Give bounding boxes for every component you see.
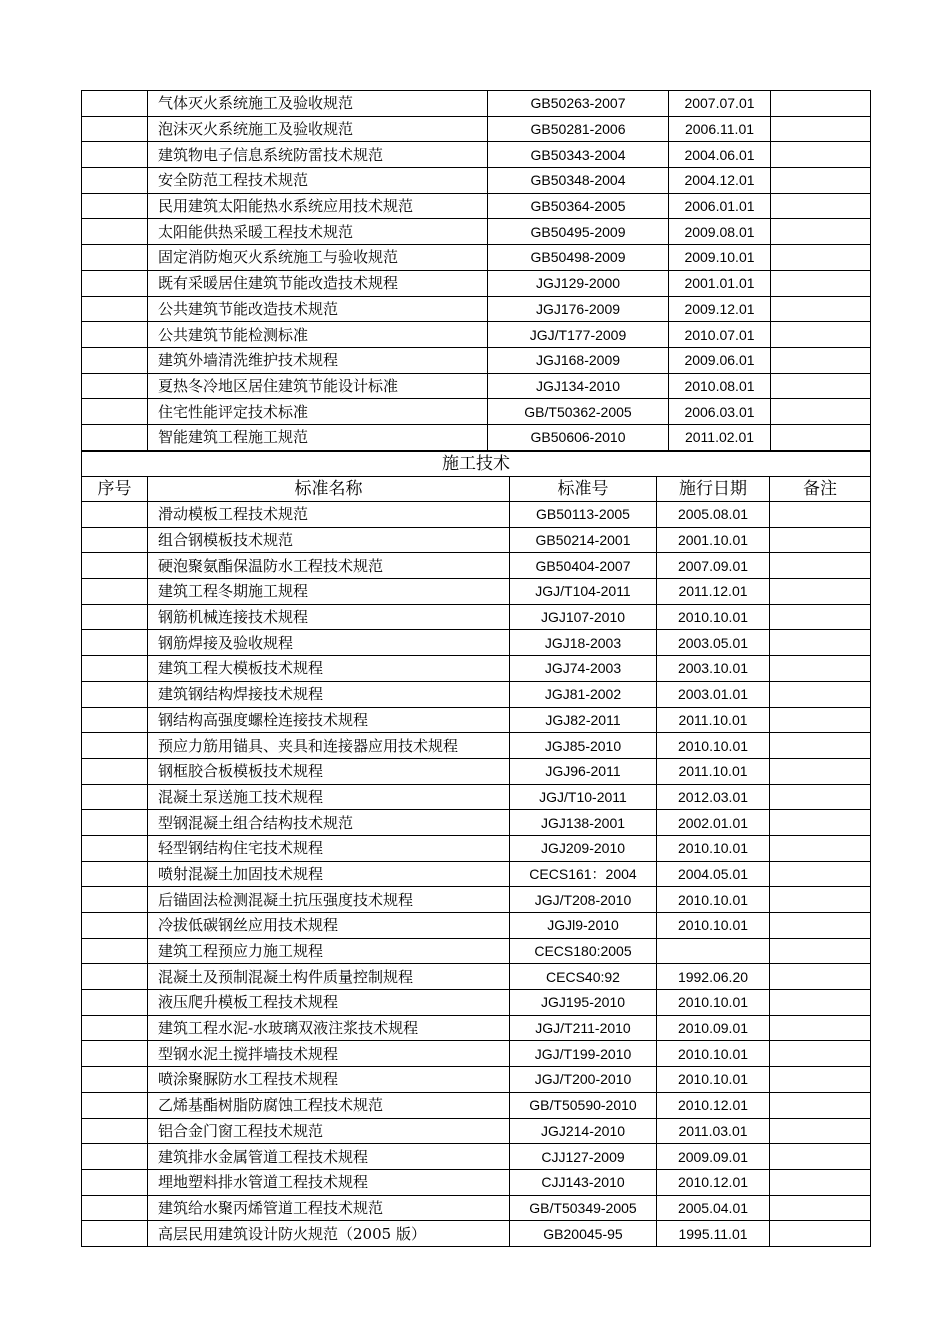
standard-code-cell: JGJ214-2010: [510, 1118, 657, 1144]
header-note: 备注: [770, 477, 871, 502]
standard-name-cell: 安全防范工程技术规范: [148, 168, 488, 194]
standard-name-cell: 钢筋焊接及验收规程: [148, 630, 510, 656]
remarks-cell: [770, 656, 871, 682]
standard-code-cell: GB50495-2009: [488, 219, 669, 245]
standard-code-cell: JGJ/T208-2010: [510, 887, 657, 913]
row-number-cell: [82, 193, 148, 219]
standard-name-cell: 喷射混凝土加固技术规程: [148, 861, 510, 887]
standard-name-cell: 组合钢模板技术规范: [148, 527, 510, 553]
table-row: [82, 579, 871, 605]
table-row: [82, 373, 871, 399]
remarks-cell: [771, 245, 871, 271]
standard-code-cell: JGJ134-2010: [488, 373, 669, 399]
effective-date-cell: 2010.10.01: [657, 733, 770, 759]
effective-date-cell: [657, 938, 770, 964]
standard-code-cell: JGJ209-2010: [510, 835, 657, 861]
standard-code-cell: GB50281-2006: [488, 116, 669, 142]
standard-name-cell: 建筑工程冬期施工规程: [148, 579, 510, 605]
row-number-cell: [82, 168, 148, 194]
row-number-cell: [82, 707, 148, 733]
row-number-cell: [82, 656, 148, 682]
remarks-cell: [771, 270, 871, 296]
remarks-cell: [771, 373, 871, 399]
effective-date-cell: 2010.10.01: [657, 604, 770, 630]
remarks-cell: [770, 1221, 871, 1247]
effective-date-cell: 1992.06.20: [657, 964, 770, 990]
standard-name-cell: 气体灭火系统施工及验收规范: [148, 91, 488, 117]
effective-date-cell: 2010.10.01: [657, 835, 770, 861]
table-row: [82, 938, 871, 964]
standard-code-cell: JGJ/T200-2010: [510, 1067, 657, 1093]
table-row: [82, 861, 871, 887]
effective-date-cell: 2007.09.01: [657, 553, 770, 579]
table-row: [82, 810, 871, 836]
effective-date-cell: 2009.06.01: [669, 347, 771, 373]
standard-code-cell: GB/T50590-2010: [510, 1092, 657, 1118]
table-row: [82, 1144, 871, 1170]
standard-code-cell: GB50263-2007: [488, 91, 669, 117]
remarks-cell: [770, 604, 871, 630]
standard-name-cell: 固定消防炮灭火系统施工与验收规范: [148, 245, 488, 271]
remarks-cell: [770, 1092, 871, 1118]
standard-code-cell: GB50214-2001: [510, 527, 657, 553]
standard-name-cell: 建筑物电子信息系统防雷技术规范: [148, 142, 488, 168]
effective-date-cell: 2010.12.01: [657, 1092, 770, 1118]
standard-name-cell: 液压爬升模板工程技术规程: [148, 990, 510, 1016]
effective-date-cell: 2011.02.01: [669, 424, 771, 450]
table-row: [82, 990, 871, 1016]
standard-code-cell: JGJ129-2000: [488, 270, 669, 296]
effective-date-cell: 2004.05.01: [657, 861, 770, 887]
row-number-cell: [82, 142, 148, 168]
remarks-cell: [771, 322, 871, 348]
row-number-cell: [82, 835, 148, 861]
effective-date-cell: 2010.10.01: [657, 1067, 770, 1093]
row-number-cell: [82, 938, 148, 964]
table-row: [82, 1221, 871, 1247]
standard-name-cell: 建筑工程水泥-水玻璃双液注浆技术规程: [148, 1015, 510, 1041]
row-number-cell: [82, 810, 148, 836]
remarks-cell: [770, 861, 871, 887]
standard-name-cell: 乙烯基酯树脂防腐蚀工程技术规范: [148, 1092, 510, 1118]
standard-code-cell: JGJ82-2011: [510, 707, 657, 733]
effective-date-cell: 2003.10.01: [657, 656, 770, 682]
standard-code-cell: GB/T50362-2005: [488, 399, 669, 425]
row-number-cell: [82, 270, 148, 296]
row-number-cell: [82, 630, 148, 656]
effective-date-cell: 2011.12.01: [657, 579, 770, 605]
effective-date-cell: 2009.08.01: [669, 219, 771, 245]
remarks-cell: [770, 887, 871, 913]
standard-code-cell: JGJ176-2009: [488, 296, 669, 322]
table-row: [82, 142, 871, 168]
remarks-cell: [771, 219, 871, 245]
remarks-cell: [770, 733, 871, 759]
table-row: [82, 116, 871, 142]
row-number-cell: [82, 1144, 148, 1170]
standard-code-cell: JGJ18-2003: [510, 630, 657, 656]
remarks-cell: [771, 296, 871, 322]
effective-date-cell: 2010.12.01: [657, 1169, 770, 1195]
remarks-cell: [771, 347, 871, 373]
row-number-cell: [82, 964, 148, 990]
standard-name-cell: 高层民用建筑设计防火规范（2005 版）: [148, 1221, 510, 1247]
table-row: [82, 296, 871, 322]
effective-date-cell: 2010.07.01: [669, 322, 771, 348]
table-row: [82, 168, 871, 194]
row-number-cell: [82, 1195, 148, 1221]
remarks-cell: [771, 193, 871, 219]
remarks-cell: [770, 630, 871, 656]
table-row: [82, 399, 871, 425]
remarks-cell: [770, 502, 871, 528]
remarks-cell: [770, 681, 871, 707]
table-row: [82, 1195, 871, 1221]
remarks-cell: [771, 142, 871, 168]
table-row: [82, 656, 871, 682]
standard-code-cell: GB50348-2004: [488, 168, 669, 194]
construction-tech-table: [81, 451, 871, 1247]
standards-table-top: [81, 90, 871, 451]
row-number-cell: [82, 1118, 148, 1144]
table-row: [82, 630, 871, 656]
standard-name-cell: 建筑外墙清洗维护技术规程: [148, 347, 488, 373]
row-number-cell: [82, 758, 148, 784]
remarks-cell: [771, 399, 871, 425]
effective-date-cell: 2004.12.01: [669, 168, 771, 194]
remarks-cell: [770, 990, 871, 1016]
remarks-cell: [770, 579, 871, 605]
row-number-cell: [82, 116, 148, 142]
effective-date-cell: 2003.01.01: [657, 681, 770, 707]
effective-date-cell: 2007.07.01: [669, 91, 771, 117]
table-row: [82, 193, 871, 219]
header-date: 施行日期: [657, 477, 770, 502]
standard-code-cell: JGJ/T211-2010: [510, 1015, 657, 1041]
standard-name-cell: 公共建筑节能改造技术规范: [148, 296, 488, 322]
row-number-cell: [82, 245, 148, 271]
effective-date-cell: 2005.04.01: [657, 1195, 770, 1221]
row-number-cell: [82, 553, 148, 579]
row-number-cell: [82, 296, 148, 322]
standard-name-cell: 建筑工程大模板技术规程: [148, 656, 510, 682]
table-row: [82, 1118, 871, 1144]
standard-name-cell: 喷涂聚脲防水工程技术规程: [148, 1067, 510, 1093]
table-row: [82, 270, 871, 296]
row-number-cell: [82, 424, 148, 450]
table-row: [82, 784, 871, 810]
standard-name-cell: 埋地塑料排水管道工程技术规程: [148, 1169, 510, 1195]
effective-date-cell: 2006.01.01: [669, 193, 771, 219]
header-code: 标准号: [510, 477, 657, 502]
table-row: [82, 91, 871, 117]
standard-name-cell: 民用建筑太阳能热水系统应用技术规范: [148, 193, 488, 219]
row-number-cell: [82, 604, 148, 630]
standard-name-cell: 泡沫灭火系统施工及验收规范: [148, 116, 488, 142]
remarks-cell: [770, 1118, 871, 1144]
standard-code-cell: GB50364-2005: [488, 193, 669, 219]
standard-name-cell: 后锚固法检测混凝土抗压强度技术规程: [148, 887, 510, 913]
table-row: [82, 245, 871, 271]
standard-name-cell: 建筑排水金属管道工程技术规程: [148, 1144, 510, 1170]
standard-name-cell: 太阳能供热采暖工程技术规范: [148, 219, 488, 245]
remarks-cell: [770, 553, 871, 579]
section-title: 施工技术: [82, 452, 871, 477]
row-number-cell: [82, 1221, 148, 1247]
effective-date-cell: 2010.10.01: [657, 887, 770, 913]
standard-name-cell: 智能建筑工程施工规范: [148, 424, 488, 450]
standard-code-cell: CJJ127-2009: [510, 1144, 657, 1170]
standard-code-cell: JGJ96-2011: [510, 758, 657, 784]
standard-code-cell: JGJ168-2009: [488, 347, 669, 373]
standard-name-cell: 建筑给水聚丙烯管道工程技术规范: [148, 1195, 510, 1221]
row-number-cell: [82, 681, 148, 707]
remarks-cell: [770, 527, 871, 553]
table-row: [82, 1169, 871, 1195]
effective-date-cell: 2011.03.01: [657, 1118, 770, 1144]
standard-code-cell: GB/T50349-2005: [510, 1195, 657, 1221]
standard-name-cell: 既有采暖居住建筑节能改造技术规程: [148, 270, 488, 296]
remarks-cell: [770, 758, 871, 784]
row-number-cell: [82, 1041, 148, 1067]
standard-code-cell: CECS161：2004: [510, 861, 657, 887]
row-number-cell: [82, 861, 148, 887]
standard-name-cell: 建筑工程预应力施工规程: [148, 938, 510, 964]
effective-date-cell: 2004.06.01: [669, 142, 771, 168]
remarks-cell: [771, 168, 871, 194]
row-number-cell: [82, 784, 148, 810]
standard-code-cell: CECS40:92: [510, 964, 657, 990]
standard-code-cell: JGJ/T177-2009: [488, 322, 669, 348]
effective-date-cell: 2011.10.01: [657, 758, 770, 784]
standard-name-cell: 型钢水泥土搅拌墙技术规程: [148, 1041, 510, 1067]
row-number-cell: [82, 502, 148, 528]
standard-name-cell: 夏热冬冷地区居住建筑节能设计标准: [148, 373, 488, 399]
standard-name-cell: 钢结构高强度螺栓连接技术规程: [148, 707, 510, 733]
standard-name-cell: 铝合金门窗工程技术规范: [148, 1118, 510, 1144]
standard-code-cell: GB50606-2010: [488, 424, 669, 450]
standard-code-cell: JGJ74-2003: [510, 656, 657, 682]
standard-name-cell: 轻型钢结构住宅技术规程: [148, 835, 510, 861]
standard-name-cell: 混凝土泵送施工技术规程: [148, 784, 510, 810]
effective-date-cell: 2003.05.01: [657, 630, 770, 656]
row-number-cell: [82, 733, 148, 759]
remarks-cell: [770, 1015, 871, 1041]
standard-code-cell: GB50404-2007: [510, 553, 657, 579]
standard-name-cell: 住宅性能评定技术标准: [148, 399, 488, 425]
effective-date-cell: 2006.03.01: [669, 399, 771, 425]
standard-code-cell: GB50343-2004: [488, 142, 669, 168]
row-number-cell: [82, 1169, 148, 1195]
table-row: [82, 424, 871, 450]
effective-date-cell: 2012.03.01: [657, 784, 770, 810]
remarks-cell: [771, 91, 871, 117]
table-row: [82, 913, 871, 939]
table-row: [82, 707, 871, 733]
standard-name-cell: 滑动模板工程技术规范: [148, 502, 510, 528]
effective-date-cell: 2002.01.01: [657, 810, 770, 836]
standard-code-cell: CECS180:2005: [510, 938, 657, 964]
remarks-cell: [771, 116, 871, 142]
standard-name-cell: 公共建筑节能检测标准: [148, 322, 488, 348]
table-row: [82, 1092, 871, 1118]
standard-code-cell: CJJ143-2010: [510, 1169, 657, 1195]
remarks-cell: [770, 810, 871, 836]
remarks-cell: [770, 1195, 871, 1221]
effective-date-cell: 2009.12.01: [669, 296, 771, 322]
standard-name-cell: 混凝土及预制混凝土构件质量控制规程: [148, 964, 510, 990]
remarks-cell: [771, 424, 871, 450]
table-row: [82, 1041, 871, 1067]
row-number-cell: [82, 322, 148, 348]
table-row: [82, 835, 871, 861]
standard-code-cell: JGJ85-2010: [510, 733, 657, 759]
table-row: [82, 733, 871, 759]
row-number-cell: [82, 1015, 148, 1041]
effective-date-cell: 2009.09.01: [657, 1144, 770, 1170]
row-number-cell: [82, 913, 148, 939]
table-row: [82, 1067, 871, 1093]
effective-date-cell: 2010.09.01: [657, 1015, 770, 1041]
row-number-cell: [82, 887, 148, 913]
effective-date-cell: 2011.10.01: [657, 707, 770, 733]
section-title-row: [82, 452, 871, 477]
effective-date-cell: 2010.10.01: [657, 990, 770, 1016]
table-row: [82, 527, 871, 553]
effective-date-cell: 2010.08.01: [669, 373, 771, 399]
row-number-cell: [82, 1092, 148, 1118]
effective-date-cell: 2005.08.01: [657, 502, 770, 528]
row-number-cell: [82, 219, 148, 245]
header-row: [82, 477, 871, 502]
standard-code-cell: JGJ/T199-2010: [510, 1041, 657, 1067]
effective-date-cell: 2009.10.01: [669, 245, 771, 271]
standard-code-cell: JGJ107-2010: [510, 604, 657, 630]
construction-tech-rows: [82, 502, 871, 1247]
remarks-cell: [770, 707, 871, 733]
table-row: [82, 964, 871, 990]
standard-name-cell: 预应力筋用锚具、夹具和连接器应用技术规程: [148, 733, 510, 759]
standard-code-cell: GB20045-95: [510, 1221, 657, 1247]
table-row: [82, 219, 871, 245]
construction-tech-table-body: [82, 452, 871, 502]
row-number-cell: [82, 399, 148, 425]
remarks-cell: [770, 835, 871, 861]
remarks-cell: [770, 784, 871, 810]
table-row: [82, 553, 871, 579]
table-row: [82, 887, 871, 913]
header-name: 标准名称: [148, 477, 510, 502]
table-row: [82, 502, 871, 528]
standard-code-cell: JGJ/T104-2011: [510, 579, 657, 605]
row-number-cell: [82, 373, 148, 399]
header-no: 序号: [82, 477, 148, 502]
table-row: [82, 1015, 871, 1041]
standard-code-cell: JGJ/T10-2011: [510, 784, 657, 810]
remarks-cell: [770, 1041, 871, 1067]
table-row: [82, 322, 871, 348]
row-number-cell: [82, 91, 148, 117]
effective-date-cell: 2010.10.01: [657, 1041, 770, 1067]
standard-code-cell: JGJ138-2001: [510, 810, 657, 836]
table-row: [82, 347, 871, 373]
remarks-cell: [770, 1169, 871, 1195]
effective-date-cell: 1995.11.01: [657, 1221, 770, 1247]
standard-code-cell: GB50113-2005: [510, 502, 657, 528]
row-number-cell: [82, 990, 148, 1016]
effective-date-cell: 2001.01.01: [669, 270, 771, 296]
standard-name-cell: 钢筋机械连接技术规程: [148, 604, 510, 630]
standard-code-cell: JGJl9-2010: [510, 913, 657, 939]
standard-name-cell: 冷拔低碳钢丝应用技术规程: [148, 913, 510, 939]
effective-date-cell: 2010.10.01: [657, 913, 770, 939]
remarks-cell: [770, 1144, 871, 1170]
row-number-cell: [82, 579, 148, 605]
row-number-cell: [82, 347, 148, 373]
effective-date-cell: 2001.10.01: [657, 527, 770, 553]
standard-name-cell: 硬泡聚氨酯保温防水工程技术规范: [148, 553, 510, 579]
table-row: [82, 681, 871, 707]
standard-name-cell: 型钢混凝土组合结构技术规范: [148, 810, 510, 836]
standard-code-cell: GB50498-2009: [488, 245, 669, 271]
table-row: [82, 604, 871, 630]
standard-code-cell: JGJ81-2002: [510, 681, 657, 707]
table-row: [82, 758, 871, 784]
row-number-cell: [82, 527, 148, 553]
standard-code-cell: JGJ195-2010: [510, 990, 657, 1016]
standard-name-cell: 钢框胶合板模板技术规程: [148, 758, 510, 784]
remarks-cell: [770, 964, 871, 990]
remarks-cell: [770, 938, 871, 964]
row-number-cell: [82, 1067, 148, 1093]
standard-name-cell: 建筑钢结构焊接技术规程: [148, 681, 510, 707]
remarks-cell: [770, 913, 871, 939]
standards-table-top-body: [82, 91, 871, 451]
effective-date-cell: 2006.11.01: [669, 116, 771, 142]
remarks-cell: [770, 1067, 871, 1093]
